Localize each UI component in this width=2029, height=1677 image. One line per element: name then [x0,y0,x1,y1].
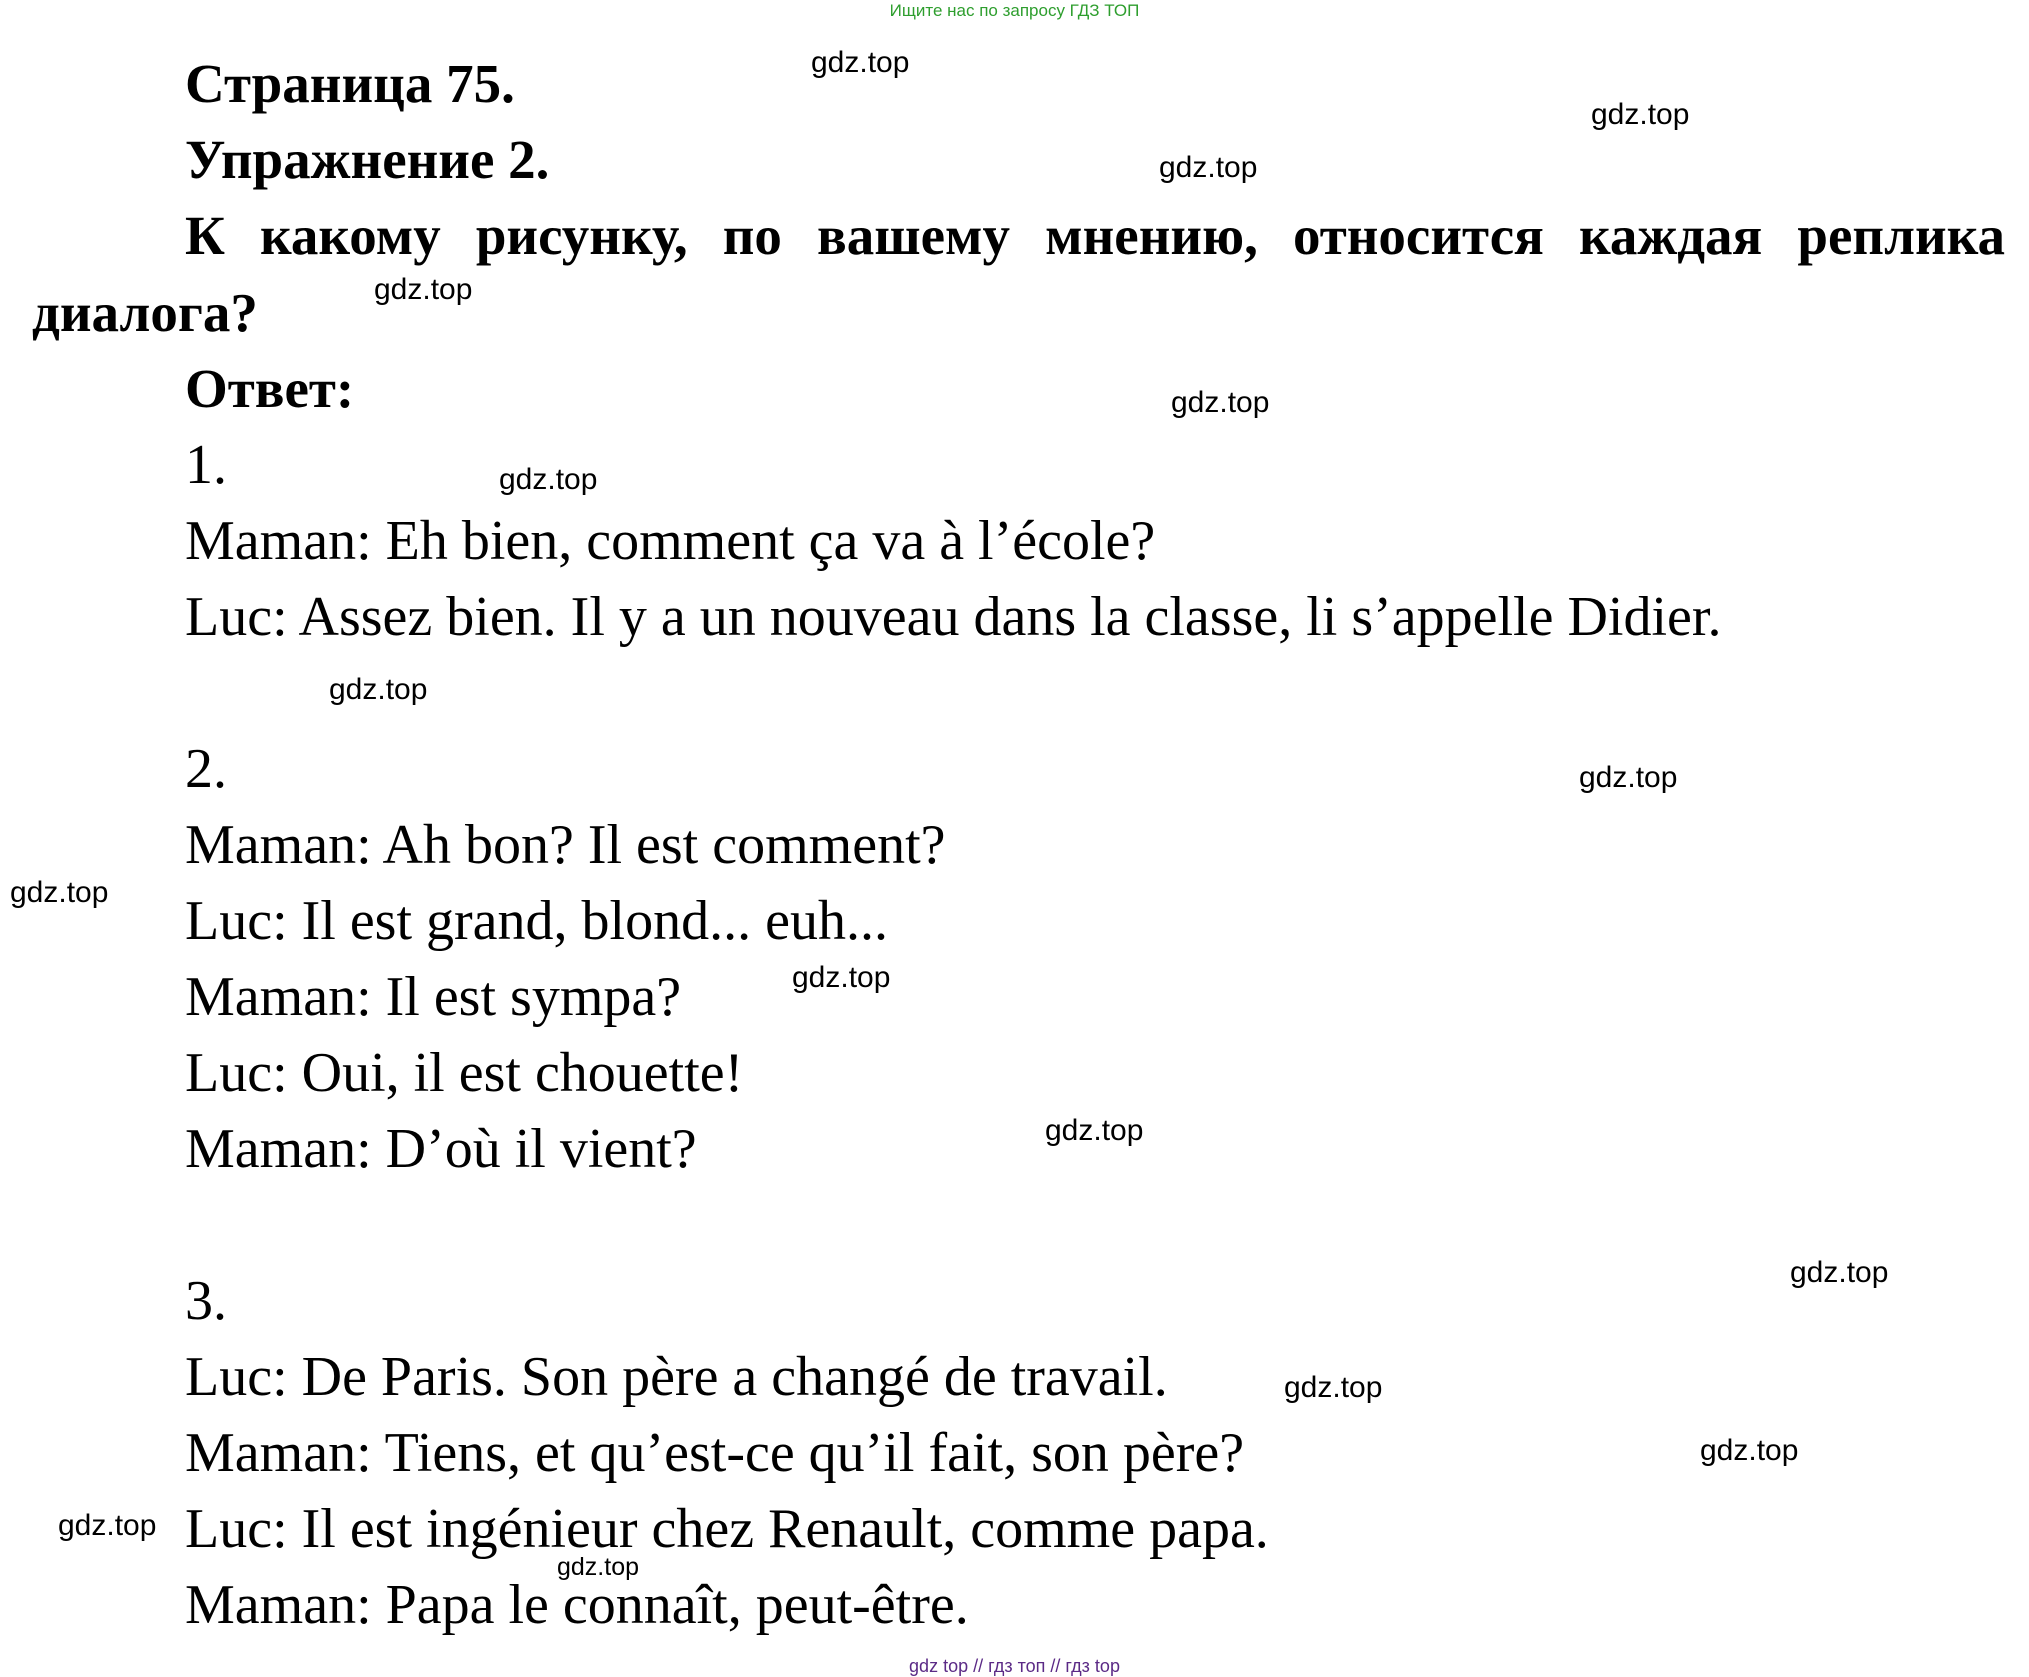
watermark: gdz.top [792,961,891,994]
watermark: gdz.top [1579,761,1678,794]
watermark: gdz.top [1045,1114,1144,1147]
dialogue-line: Maman: Il est sympa? [185,966,682,1028]
watermark: gdz.top [1159,151,1258,184]
top-banner[interactable]: Ищите нас по запросу ГДЗ ТОП [889,1,1140,20]
dialogue-line: Maman: Papa le connaît, peut-être. [185,1574,969,1636]
section-number-1: 1. [185,434,227,496]
watermark: gdz.top [811,46,910,79]
watermark: gdz.top [499,463,598,496]
answer-label: Ответ: [185,358,355,419]
dialogue-line: Maman: D’où il vient? [185,1118,697,1180]
watermark: gdz.top [1284,1371,1383,1404]
watermark: gdz.top [329,673,428,706]
watermark: gdz.top [374,273,473,306]
exercise-title: Упражнение 2. [185,129,550,190]
dialogue-line: Maman: Tiens, et qu’est-ce qu’il fait, son père? [185,1422,1245,1484]
dialogue-line: Maman: Ah bon? Il est comment? [185,814,946,876]
watermark: gdz.top [1171,386,1270,419]
watermark: gdz.top [10,876,109,909]
task-question-line-1: К какому рисунку, по вашему мнению, относится каждая реплика [185,205,2005,266]
watermark: gdz.top [1700,1434,1799,1467]
section-number-2: 2. [185,738,227,800]
dialogue-line: Maman: Eh bien, comment ça va à l’école? [185,510,1156,572]
section-number-3: 3. [185,1270,227,1332]
page-title: Страница 75. [185,53,515,114]
dialogue-line: Luc: De Paris. Son père a changé de travail. [185,1346,1168,1408]
dialogue-line: Luc: Il est grand, blond... euh... [185,890,888,952]
bottom-banner[interactable]: gdz top // гдз топ // гдз top [909,1656,1120,1676]
watermark: gdz.top [1790,1256,1889,1289]
task-question-line-2: диалога? [32,282,258,343]
watermark: gdz.top [557,1553,640,1581]
dialogue-line: Luc: Il est ingénieur chez Renault, comme papa. [185,1498,1269,1560]
watermark: gdz.top [1591,98,1690,131]
dialogue-line: Luc: Assez bien. Il y a un nouveau dans la classe, li s’appelle Didier. [185,586,1722,648]
dialogue-line: Luc: Oui, il est chouette! [185,1042,744,1104]
watermark: gdz.top [58,1509,157,1542]
